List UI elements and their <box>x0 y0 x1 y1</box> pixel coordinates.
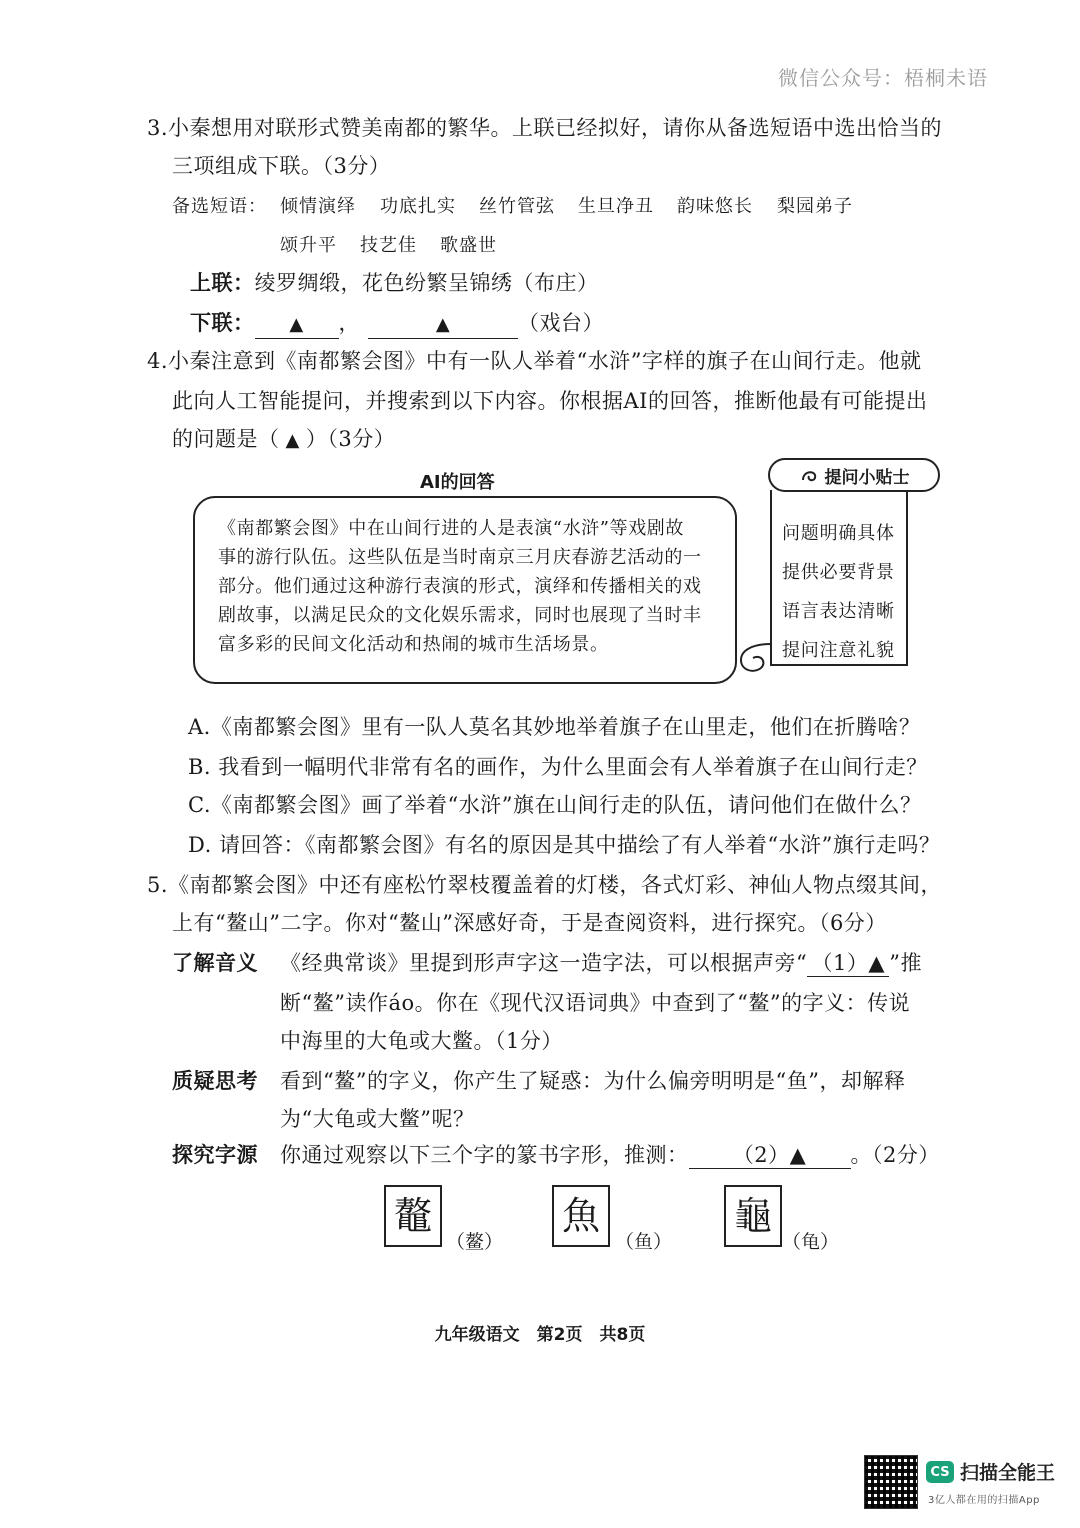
q5-section-label: 探究字源 <box>172 1143 258 1167</box>
q5-s3-line <box>280 1140 940 1170</box>
q5-s2-line-2: 为“大龟或大鳖”呢？ <box>280 1107 475 1131</box>
q5-s3-prefix: 你通过观察以下三个字的篆书字形，推测： <box>280 1143 689 1167</box>
q3-option: 技艺佳 <box>360 235 417 256</box>
tip-item: 问题明确具体 <box>782 523 895 544</box>
scroll-roll-icon <box>799 464 821 486</box>
q3-line-1: 3.小秦想用对联形式赞美南都的繁华。上联已经拟好，请你从备选短语中选出恰当的 <box>147 116 943 140</box>
q3-option: 歌盛世 <box>440 235 497 256</box>
q3-upper-couplet <box>190 268 599 298</box>
q3-lower-couplet <box>190 308 604 339</box>
q3-lower-suffix: （戏台） <box>518 311 604 335</box>
scanner-app-name: 扫描全能王 <box>960 1462 1056 1484</box>
tips-title-text: 提问小贴士 <box>824 467 910 488</box>
q5-s3-suffix: 。（2分） <box>850 1143 940 1167</box>
q5-section-label: 了解音义 <box>172 951 258 975</box>
q4-choice-a[interactable]: A.《南都繁会图》里有一队人莫名其妙地举着旗子在山里走，他们在折腾啥？ <box>188 715 921 739</box>
q3-option: 生旦净丑 <box>578 196 654 217</box>
ai-answer-line: 部分。他们通过这种游行表演的形式，演绎和传播相关的戏 <box>218 576 702 597</box>
ai-answer-line: 事的游行队伍。这些队伍是当时南京三月庆春游艺活动的一 <box>218 547 702 568</box>
q3-answer-blank-1[interactable]: ▲ <box>255 310 339 339</box>
q4-line-3-prefix: 的问题是（ <box>172 427 280 451</box>
q4-line-1: 4.小秦注意到《南都繁会图》中有一队人举着“水浒”字样的旗子在山间行走。他就 <box>147 349 922 373</box>
q5-s2-line-1: 看到“鳌”的字义，你产生了疑惑：为什么偏旁明明是“鱼”，却解释 <box>280 1069 906 1093</box>
q3-lower-label: 下联： <box>190 311 255 335</box>
q4-line-2: 此向人工智能提问，并搜索到以下内容。你根据AI的回答，推断他最有可能提出 <box>172 389 928 413</box>
seal-caption: （鳌） <box>446 1231 504 1253</box>
camscanner-logo-icon: CS <box>926 1461 954 1483</box>
q3-options-label: 备选短语： <box>172 196 267 217</box>
q3-option: 倾情演绎 <box>280 196 356 217</box>
q5-section-label: 质疑思考 <box>172 1069 258 1093</box>
q4-choice-c[interactable]: C.《南都繁会图》画了举着“水浒”旗在山间行走的队伍，请问他们在做什么？ <box>188 793 922 817</box>
seal-script-yu-image: 魚 <box>552 1185 610 1247</box>
ai-answer-line: 《南都繁会图》中在山间行进的人是表演“水浒”等戏剧故 <box>218 518 685 539</box>
q5-answer-blank-1[interactable]: （1）▲ <box>807 950 889 977</box>
q3-line-2: 三项组成下联。（3分） <box>172 154 391 178</box>
q3-upper-text: 绫罗绸缎，花色纷繁呈锦绣（布庄） <box>254 271 599 295</box>
q3-option: 梨园弟子 <box>777 196 853 217</box>
qr-code-icon <box>864 1455 918 1509</box>
ai-answer-text <box>218 514 738 659</box>
tips-title <box>768 458 940 492</box>
seal-caption: （龟） <box>782 1231 840 1253</box>
scanner-app-tagline: 3亿人都在用的扫描App <box>928 1495 1040 1506</box>
q5-line-1: 5.《南都繁会图》中还有座松竹翠枝覆盖着的灯楼，各式灯彩、神仙人物点缀其间， <box>147 873 943 897</box>
seal-caption: （鱼） <box>615 1231 673 1253</box>
page-footer: 九年级语文 第2页 共8页 <box>434 1325 646 1345</box>
ai-answer-line: 富多彩的民间文化活动和热闹的城市生活场景。 <box>218 634 609 655</box>
seal-script-gui-image: 龜 <box>724 1185 782 1247</box>
q3-upper-label: 上联： <box>190 271 255 295</box>
q3-answer-blank-2[interactable]: ▲ <box>368 310 518 339</box>
q3-option: 韵味悠长 <box>677 196 753 217</box>
q5-s1-line-1 <box>280 948 922 978</box>
q3-option: 颂升平 <box>280 235 337 256</box>
q4-choice-b[interactable]: B. 我看到一幅明代非常有名的画作，为什么里面会有人举着旗子在山间行走？ <box>188 755 928 779</box>
q5-line-2: 上有“鳌山”二字。你对“鳌山”深感好奇，于是查阅资料，进行探究。（6分） <box>172 911 887 935</box>
q3-option: 功底扎实 <box>380 196 456 217</box>
tip-item: 提问注意礼貌 <box>782 640 895 661</box>
tip-item: 提供必要背景 <box>782 562 895 583</box>
q4-line-3 <box>172 424 395 456</box>
seal-script-ao-image: 鼇 <box>384 1185 442 1247</box>
q5-s1-line-3: 中海里的大龟或大鳖。（1分） <box>280 1029 563 1053</box>
ai-answer-title: AI的回答 <box>420 472 495 493</box>
q4-answer-mark[interactable]: ▲ <box>285 430 300 451</box>
tip-item: 语言表达清晰 <box>782 601 895 622</box>
q5-s1-line-2: 断“鳌”读作áo。你在《现代汉语词典》中查到了“鳌”的字义：传说 <box>280 991 911 1015</box>
watermark: 微信公众号：梧桐未语 <box>778 66 988 90</box>
q5-s1-prefix: 《经典常谈》里提到形声字这一造字法，可以根据声旁“ <box>280 951 808 975</box>
q4-line-3-suffix: ）（3分） <box>305 427 396 451</box>
scroll-curl-icon <box>735 640 775 680</box>
q4-choice-d[interactable]: D. 请回答：《南都繁会图》有名的原因是其中描绘了有人举着“水浒”旗行走吗？ <box>188 833 941 857</box>
ai-answer-line: 剧故事，以满足民众的文化娱乐需求，同时也展现了当时丰 <box>218 605 702 626</box>
q5-s1-suffix: ”推 <box>889 951 922 975</box>
q5-answer-blank-2[interactable]: （2）▲ <box>689 1142 851 1169</box>
q3-option: 丝竹管弦 <box>479 196 555 217</box>
q3-comma: ， <box>338 311 360 335</box>
tips-list <box>782 514 895 670</box>
